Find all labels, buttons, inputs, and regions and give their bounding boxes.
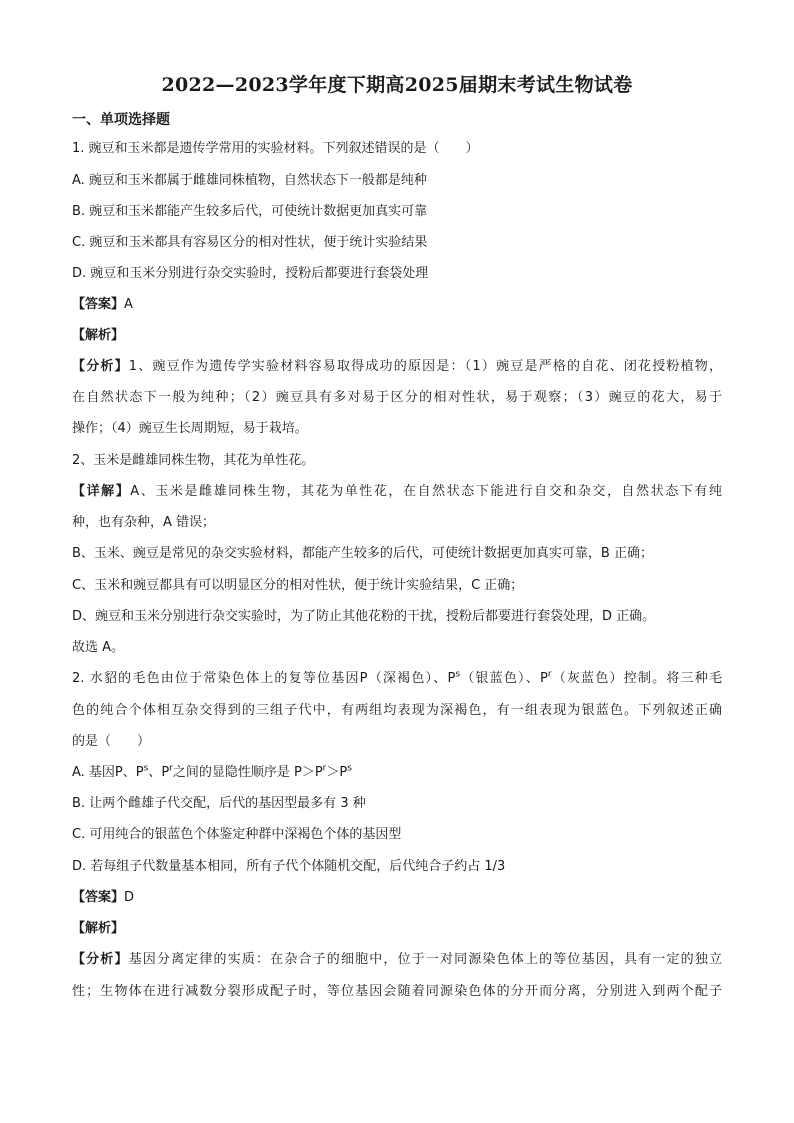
q2-option-c: C. 可用纯合的银蓝色个体鉴定种群中深褐色个体的基因型 <box>72 827 402 842</box>
q1-detail-line-4: C、玉米和豌豆都具有可以明显区分的相对性状，便于统计实验结果，C 正确； <box>72 578 524 593</box>
superscript-r: r <box>322 763 327 774</box>
q2-option-a-part: 之间的显隐性顺序是 P＞P <box>172 765 323 780</box>
q1-answer <box>72 295 133 315</box>
q1-jiexi-tag: 【解析】 <box>72 328 125 343</box>
detail-tag: 【详解】 <box>72 484 131 499</box>
q2-stem-part: 2. 水貂的毛色由位于常染色体上的复等位基因P（深褐色）、P <box>72 671 456 686</box>
q2-option-a-part: ＞P <box>326 765 348 780</box>
q2-analysis-line-1 <box>72 950 722 970</box>
q2-stem-line-3: 的是（ ） <box>72 734 151 749</box>
superscript-s: s <box>455 669 461 680</box>
q2-stem-line-1 <box>72 669 722 689</box>
q2-option-a-part: A. 基因P、P <box>72 765 144 780</box>
q2-stem-part: （灰蓝色）控制。将三种毛 <box>551 671 722 686</box>
answer-tag: 【答案】 <box>72 890 125 905</box>
answer-tag: 【答案】 <box>72 297 125 312</box>
q1-conclusion: 故选 A。 <box>72 640 125 655</box>
q1-option-b: B. 豌豆和玉米都能产生较多后代，可使统计数据更加真实可靠 <box>72 204 428 219</box>
q2-stem-part: （银蓝色）、P <box>460 671 548 686</box>
answer-value: D <box>124 890 135 905</box>
q1-detail-line-3: B、玉米、豌豆是常见的杂交实验材料，都能产生较多的后代，可使统计数据更加真实可靠，B 正确； <box>72 546 653 561</box>
superscript-s: s <box>347 763 352 774</box>
q2-option-d: D. 若每组子代数量基本相同，所有子代个体随机交配，后代纯合子约占 1/3 <box>72 859 506 874</box>
answer-value: A <box>124 297 133 312</box>
q1-option-d: D. 豌豆和玉米分别进行杂交实验时，授粉后都要进行套袋处理 <box>72 266 429 281</box>
q1-analysis-line-3: 操作；（4）豌豆生长周期短，易于栽培。 <box>72 421 308 436</box>
q1-stem: 1. 豌豆和玉米都是遗传学常用的实验材料。下列叙述错误的是（ ） <box>72 141 479 156</box>
superscript-s: s <box>143 763 149 774</box>
superscript-r: r <box>169 763 173 774</box>
q1-detail-line-5: D、豌豆和玉米分别进行杂交实验时，为了防止其他花粉的干扰，授粉后都要进行套袋处理，D 正确。 <box>72 609 656 624</box>
q1-analysis-line-2: 在自然状态下一般为纯种；（2）豌豆具有多对易于区分的相对性状，易于观察；（3）豌豆的花大，易于 <box>72 390 722 405</box>
q1-option-c: C. 豌豆和玉米都具有容易区分的相对性状，便于统计实验结果 <box>72 235 428 250</box>
q2-jiexi-tag: 【解析】 <box>72 921 125 936</box>
q1-option-a: A. 豌豆和玉米都属于雌雄同株植物，自然状态下一般都是纯种 <box>72 173 427 188</box>
page-title: 2022—2023学年度下期高2025届期末考试生物试卷 <box>161 74 633 96</box>
section-heading: 一、单项选择题 <box>72 112 170 128</box>
q2-analysis-line-2: 性；生物体在进行减数分裂形成配子时，等位基因会随着同源染色体的分开而分离，分别进入到两个配子 <box>72 984 722 999</box>
analysis-text: 基因分离定律的实质：在杂合子的细胞中，位于一对同源染色体上的等位基因，具有一定的独立 <box>128 952 722 967</box>
q1-detail-line-2: 种，也有杂种，A 错误； <box>72 515 216 530</box>
q2-option-b: B. 让两个雌雄子代交配，后代的基因型最多有 3 种 <box>72 796 366 811</box>
q2-option-a-part: 、P <box>148 765 170 780</box>
q2-answer <box>72 888 134 908</box>
analysis-tag: 【分析】 <box>72 952 129 967</box>
q1-analysis-line-4: 2、玉米是雌雄同株生物，其花为单性花。 <box>72 453 315 468</box>
superscript-r: r <box>547 669 552 680</box>
q1-detail-line-1 <box>72 482 722 502</box>
analysis-text: 1、豌豆作为遗传学实验材料容易取得成功的原因是：（1）豌豆是严格的自花、闭花授粉植物， <box>128 359 722 374</box>
analysis-tag: 【分析】 <box>72 359 129 374</box>
detail-text: A、玉米是雌雄同株生物，其花为单性花，在自然状态下能进行自交和杂交，自然状态下有纯 <box>130 484 722 499</box>
q2-stem-line-2: 色的纯合个体相互杂交得到的三组子代中，有两组均表现为深褐色，有一组表现为银蓝色。下列叙述正确 <box>72 703 722 718</box>
q2-option-a <box>72 763 352 783</box>
q1-analysis-line-1 <box>72 357 722 377</box>
